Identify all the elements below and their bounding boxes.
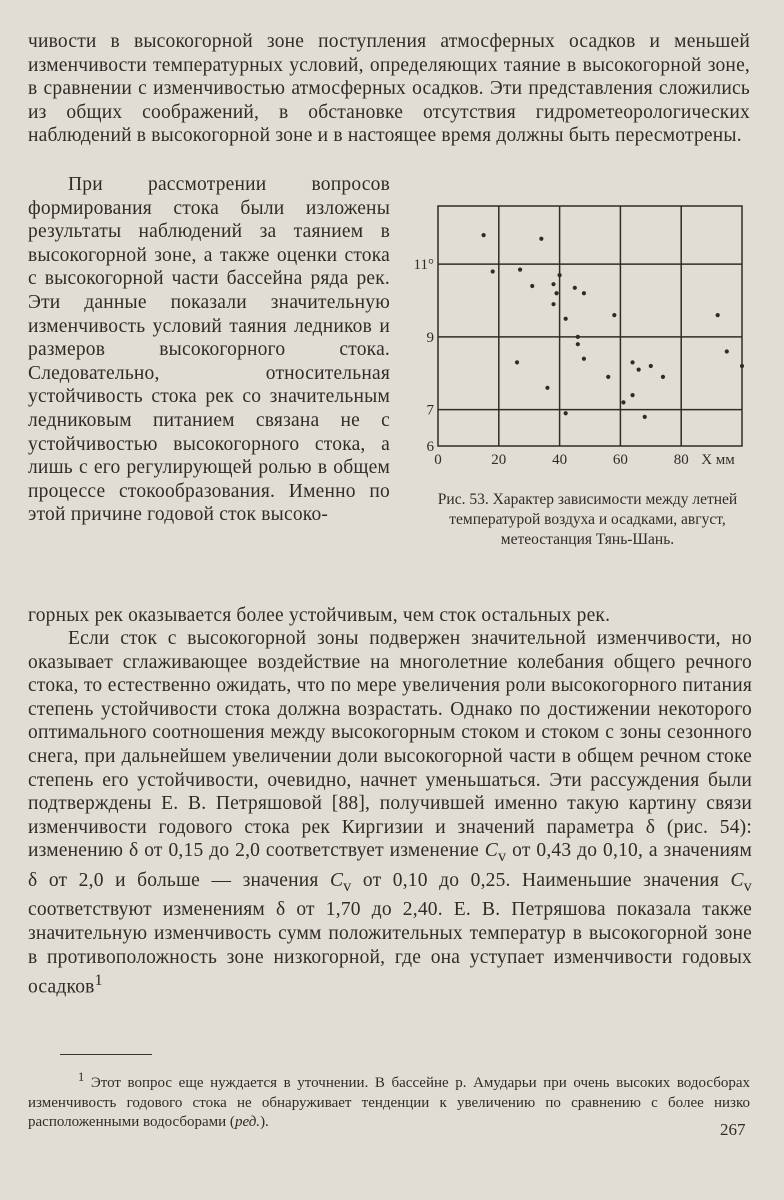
- data-point: [637, 368, 641, 372]
- y-tick-label: 6: [426, 439, 434, 455]
- x-tick-label: 80: [673, 452, 689, 468]
- data-point: [606, 375, 610, 379]
- data-point: [630, 393, 634, 397]
- footnote-marker: 1: [78, 1070, 85, 1084]
- data-point: [643, 415, 647, 419]
- footnote-closing: ).: [260, 1114, 269, 1130]
- x-tick-label: 40: [552, 452, 568, 468]
- figure-caption: Рис. 53. Характер зависимости между летней температурой воздуха и осадками, август, метеостанция Тянь-Шань.: [437, 491, 738, 548]
- paragraph-main-part-c: от 0,10 до 0,25. Наименьшие значения: [351, 869, 731, 891]
- data-point: [661, 375, 665, 379]
- y-tick-label: 11°: [413, 257, 434, 274]
- x-tick-label: 20: [491, 452, 507, 468]
- data-point: [518, 268, 522, 272]
- data-point: [573, 286, 577, 290]
- data-point: [551, 302, 555, 306]
- y-tick-label: 7: [426, 402, 434, 419]
- data-point: [482, 233, 486, 237]
- cv-symbol: C: [329, 869, 344, 891]
- data-point: [564, 317, 568, 321]
- data-point: [582, 357, 586, 361]
- paragraph-left-column-end: горных рек оказывается более устойчивым, чем сток остальных рек.: [28, 605, 611, 626]
- data-point: [612, 313, 616, 317]
- x-tick-label: 0: [434, 452, 442, 468]
- x-tick-label: 60: [612, 452, 628, 468]
- chart-points: [482, 233, 745, 419]
- paragraph-left-column: При рассмотрении вопросов формирования стока были изложены результаты наблюдений за таянием в высокогорной зоне, а также оценки стока с высокогорной части бассейна ряда рек. Эти данные показали значительную изменчивость условий таяния ледников и размеров высокогорного стока. Следовательно, относительная устойчивость стока рек со значительным ледниковым питанием связана не с устойчивостью высокогорного стока, а лишь с его регулирующей ролью в общем процессе стокообразования. Именно по этой причине годовой сток высоко-: [28, 174, 390, 526]
- data-point: [716, 313, 720, 317]
- data-point: [554, 291, 558, 295]
- data-point: [621, 400, 625, 404]
- data-point: [740, 364, 744, 368]
- data-point: [515, 360, 519, 364]
- data-point: [725, 349, 729, 353]
- data-point: [545, 386, 549, 390]
- data-point: [576, 342, 580, 346]
- page-number: 267: [720, 1120, 746, 1139]
- data-point: [649, 364, 653, 368]
- paragraph-top: чивости в высокогорной зоне поступления атмосферных осадков и меньшей изменчивости температурных условий, определяющих таяние в высокогорной зоне, в сравнении с изменчивостью атмосферных осадков. Эти представления сложились из общих соображений, в обстановке отсутствия гидрометеорологических наблюдений в высокогорной зоне и в настоящее время должны быть пересмотрены.: [28, 31, 750, 147]
- cv-subscript: v: [343, 876, 352, 895]
- data-point: [576, 335, 580, 339]
- paragraph-main-part-b: от 0,43 до 0,10, а значениям δ от 2,0 и больше — значения: [28, 840, 753, 891]
- x-axis-label: X мм: [701, 452, 735, 468]
- paragraph-main-part-a: Если сток с высокогорной зоны подвержен значительной изменчивости, но оказывает сглаживающее воздействие на многолетние колебания общего речного стока, то естественно ожидать, что по мере увеличения роли высокогорного питания степень устойчивости стока должна возрастать. Однако по достижении некоторого оптимального соотношения между высокогорным стоком и стоком с зоны сезонного снега, при дальнейшем увеличении доли высокогорной части в общем речном стоке степень его устойчивости, очевидно, начнет уменьшаться. Эти рассуждения были подтверждены Е. В. Петряшовой [88], получившей именно такую картину связи изменчивости годового стока рек Киргизии и значений параметра δ (рис. 54): изменению δ от 0,15 до 2,0 соответствует изменение: [28, 628, 752, 862]
- cv-symbol: C: [730, 869, 744, 891]
- data-point: [539, 237, 543, 241]
- footnote-rule: [60, 1054, 152, 1055]
- y-tick-label: 9: [426, 329, 434, 346]
- figure-53: [410, 196, 760, 486]
- cv-subscript: v: [743, 876, 752, 895]
- data-point: [491, 269, 495, 273]
- cv-symbol: C: [484, 840, 498, 862]
- data-point: [582, 291, 586, 295]
- footnote: [28, 1068, 750, 1133]
- scatter-chart: [410, 196, 760, 486]
- paragraph-main-part-d: соответствуют изменениям δ от 1,70 до 2,40. Е. В. Петряшова показала также значительную изменчивость сумм положительных температур в высокогорной зоне в противоположность зоне низкогорной, где она уступает изменчивости годовых осадков: [28, 899, 752, 998]
- chart-grid: [438, 206, 742, 446]
- data-point: [530, 284, 534, 288]
- data-point: [551, 282, 555, 286]
- footnote-text: Этот вопрос еще нуждается в уточнении. В бассейне р. Амударьи при очень высоких водосборах изменчивость годового стока не обнаруживает тенденции к увеличению по сравнению с более низко расположенными водосборами (: [28, 1075, 751, 1130]
- data-point: [564, 411, 568, 415]
- footnote-editor-note: ред.: [234, 1114, 261, 1130]
- footnote-reference: 1: [94, 971, 103, 990]
- data-point: [558, 273, 562, 277]
- data-point: [630, 360, 634, 364]
- cv-subscript: v: [498, 847, 507, 866]
- paragraph-main: [28, 627, 752, 999]
